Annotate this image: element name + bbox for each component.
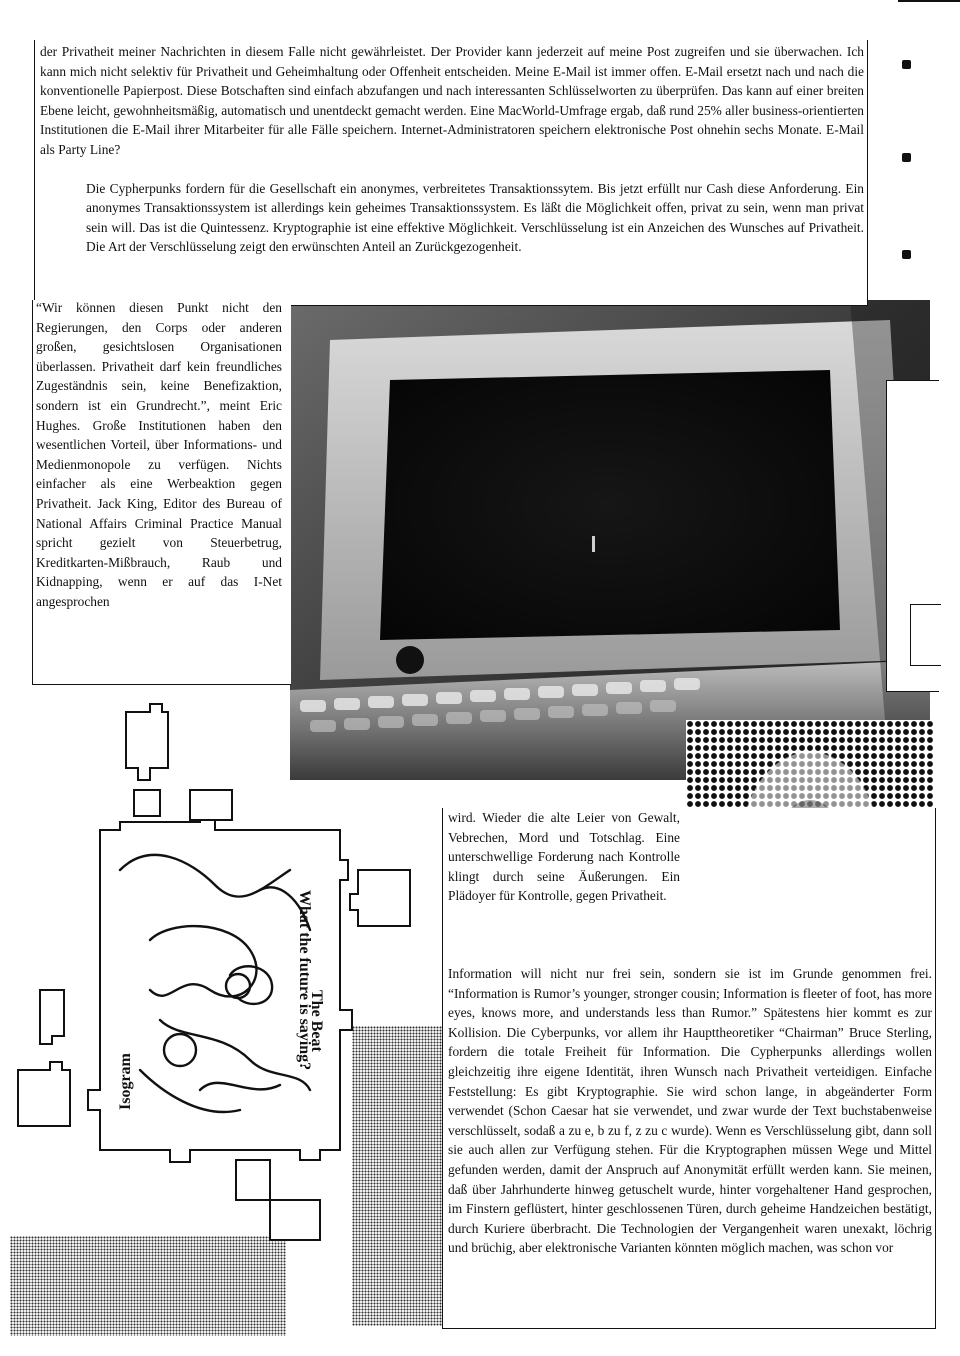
illustration-caption: What the future is saying?	[296, 890, 313, 1071]
margin-bullet	[902, 153, 911, 162]
illustration-caption: Isogram	[117, 1053, 134, 1110]
top-article-text	[40, 42, 864, 257]
screen-pattern-bottom-left	[10, 1236, 286, 1336]
article-paragraph: Information will nicht nur frei sein, sondern sie ist im Grunde genommen frei. “Information is Rumor’s younger, stronger cousin; Information is fleeter of foot, has more eyes, knows more, and understands less than Rumor.” Spätestens hier kommt es zur Kollision. Die Cyberpunks, vor allem ihr Haupttheoretiker “Chairman” Bruce Sterling, fordern die totale Freiheit für Information. Die Cypherpunks allerdings wollen gleichzeitig ihre eigene Identität, ihren Wunsch nach Privatheit verteidigen. Einfache Feststellung: Es gibt Kryptographie. Sie wird schon lange, in abgeänderter Form verwendet (Schon Caesar hat sie verwendet, und zwar wurde der Text buchstabenweise verschlüsselt, sodaß a zu e, b zu f, z zu c wurde). Wenn es Verschlüsselung gibt, dann soll sie auch allen zur Verfügung stehen. Für die Kryptographen müssen Wege und Mittel gefunden werden, damit der Anspruch auf Anonymität erfüllt werden kann. Sie meinen, daß über Jahrhunderte hinweg getuschelt wurde, hinter vorgehaltener Hand gesprochen, im Finstern geflüstert, hinter geschlossenen Türen, durch geheime Handzeichen bestätigt, durch Kuriere überbracht. Die Technologien der Vergangenheit waren unexakt, löchrig und brüchig, aber elektronische Varianten könnten möglich machen, was schon vor	[448, 966, 932, 1256]
article-paragraph: Die Cypherpunks fordern für die Gesellschaft ein anonymes, verbreitetes Transaktionssytem. Bis jetzt erfüllt nur Cash diese Anforderung. Ein anonymes Transaktionssystem ist allerdings kein geheimes Transaktionssystem. Es läßt die Möglichkeit offen, privat zu sein, wenn man privat sein will. Das ist die Quintessenz. Kryptographie ist eine effektive Möglichkeit. Verschlüsselung ist ein Anzeichen des Wunsches auf Privatheit. Die Art der Verschlüsselung zeigt den erwünschten Anteil an Zurückgezogenheit.	[86, 180, 864, 255]
left-column-text	[36, 298, 282, 612]
right-narrow-text	[448, 808, 680, 906]
frame-notch	[910, 604, 941, 666]
right-column-text	[448, 964, 932, 1258]
illustration-caption: The Beat	[308, 990, 325, 1052]
margin-bullet	[902, 60, 911, 69]
article-paragraph: der Privatheit meiner Nachrichten in diesem Falle nicht gewährleistet. Der Provider kann jederzeit auf meine Post zugreifen und sie überwachen. Ich kann mich nicht selektiv für Privatheit und Geheimhaltung oder Offenheit entscheiden. Meine E-Mail ist immer offen. E-Mail ersetzt nach und nach die konventionelle Papierpost. Diese Botschaften sind einfach abzufangen und nach interessanten Schlüsselworten zu überprüfen. Das kann auf einer breiten Ebene leicht, gewohnheitsmäßig, automatisch und unentdeckt gemacht werden. Eine MacWorld-Umfrage ergab, daß rund 25% aller business-orientierten Institutionen die E-Mail ihrer Mitarbeiter für alle Fälle speichern. Internet-Administratoren speichern elektronische Post ohnehin sechs Monate. E-Mail als Party Line?	[40, 44, 864, 157]
quote-paragraph: “Wir können diesen Punkt nicht den Regierungen, den Corps oder anderen großen, gesichtslosen Organisationen überlassen. Privatheit darf kein freundliches Zugeständnis sein, keine Benefizaktion, sondern ist ein Grundrecht.”, meint Eric Hughes. Große Institutionen haben den wesentlichen Vorteil, über Informations- und Medienmonopole zu verfügen. Nichts einfacher als eine Werbeaktion gegen Privatheit. Jack King, Editor des Bureau of National Affairs Criminal Practice Manual spricht gezielt von Steuerbetrug, Kreditkarten-Mißbrauch, Raub und Kidnapping, wenn er auf das I-Net angesprochen	[36, 300, 282, 609]
article-paragraph: wird. Wieder die alte Leier von Gewalt, Vebrechen, Mord und Totschlag. Eine unterschwellige Forderung nach Kontrolle klingt durch seine Äußerungen. Ein Plädoyer für Kontrolle, gegen Privatheit.	[448, 810, 680, 904]
margin-bullet	[902, 250, 911, 259]
top-right-rule	[898, 0, 960, 2]
puzzle-illustration	[0, 690, 440, 1250]
